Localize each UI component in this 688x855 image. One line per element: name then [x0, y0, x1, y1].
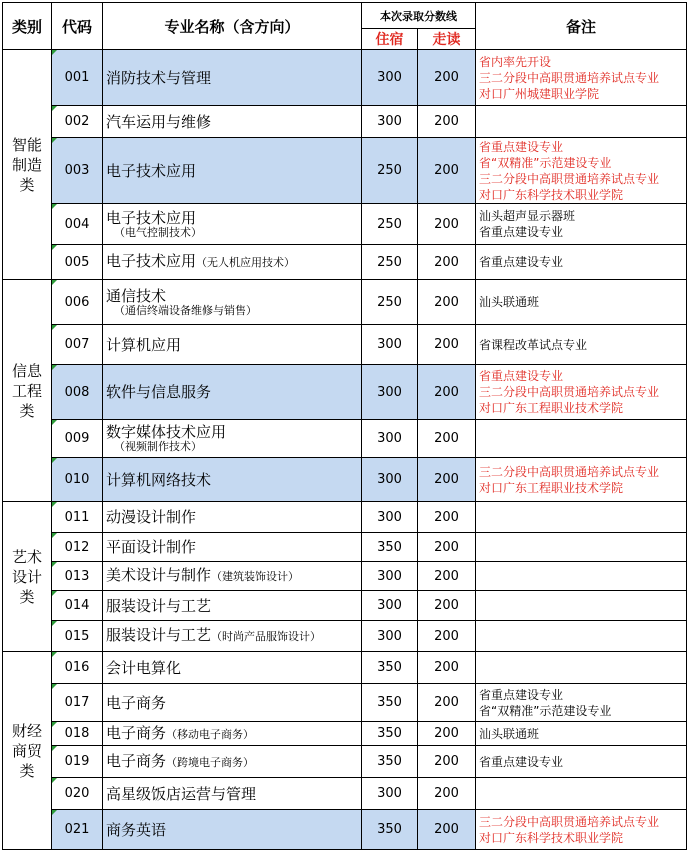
- category-label-line: 财经: [11, 721, 42, 740]
- category-label-line: 设计: [11, 567, 42, 586]
- major-name-cell: [103, 746, 362, 778]
- boarding-score-cell: 350: [362, 746, 418, 778]
- table-row: [3, 50, 687, 106]
- category-cell: [3, 50, 52, 280]
- day-score-cell: 200: [418, 280, 476, 325]
- header-remarks: 备注: [476, 3, 687, 50]
- boarding-score-cell: 300: [362, 562, 418, 591]
- table-row: [3, 106, 687, 138]
- major-name: 电子技术应用: [106, 252, 197, 270]
- boarding-score-cell: 300: [362, 778, 418, 810]
- remarks-cell: [476, 591, 687, 621]
- remark-line: 汕头联通班: [479, 295, 540, 309]
- boarding-score-cell: 300: [362, 621, 418, 652]
- boarding-score-cell: 300: [362, 420, 418, 458]
- major-name: 数字媒体技术应用: [106, 423, 227, 441]
- day-score-cell: 200: [418, 810, 476, 850]
- remark-line: 对口广州城建职业学院: [479, 86, 600, 101]
- code-cell: 011: [52, 502, 103, 533]
- category-label-line: 制造: [11, 155, 42, 174]
- header-day: 走读: [418, 29, 476, 50]
- table-row: [3, 684, 687, 722]
- remarks-cell: [476, 204, 687, 245]
- major-name: 软件与信息服务: [106, 383, 212, 401]
- major-name-cell: [103, 245, 362, 280]
- category-label-line: 智能: [11, 135, 42, 154]
- remark-line: 省“双精准”示范建设专业: [479, 703, 612, 718]
- boarding-score-cell: 250: [362, 204, 418, 245]
- major-name: 平面设计制作: [106, 538, 197, 556]
- remark-line: 省内率先开设: [479, 54, 552, 69]
- day-score-cell: 200: [418, 621, 476, 652]
- major-name-cell: [103, 533, 362, 562]
- table-row: [3, 280, 687, 325]
- major-name-cell: [103, 621, 362, 652]
- category-label-line: 类: [19, 401, 35, 420]
- day-score-cell: 200: [418, 684, 476, 722]
- category-cell: [3, 502, 52, 652]
- remark-line: 三二分段中高职贯通培养试点专业: [479, 814, 660, 829]
- major-name-cell: [103, 365, 362, 420]
- major-name: 计算机网络技术: [106, 470, 212, 489]
- remark-line: 汕头超声显示器班: [479, 209, 576, 223]
- major-name-cell: [103, 684, 362, 722]
- remark-line: 省重点建设专业: [479, 754, 564, 769]
- category-label-line: 信息: [11, 361, 42, 380]
- major-name: 会计电算化: [106, 658, 182, 677]
- code-cell: 007: [52, 325, 103, 365]
- table-row: [3, 325, 687, 365]
- major-name: 动漫设计制作: [106, 508, 197, 526]
- remark-line: 汕头联通班: [479, 726, 540, 741]
- category-cell: [3, 280, 52, 502]
- major-direction: （时尚产品服饰设计）: [211, 630, 322, 643]
- boarding-score-cell: 250: [362, 138, 418, 204]
- day-score-cell: 200: [418, 746, 476, 778]
- table-row: [3, 722, 687, 746]
- table-row: [3, 591, 687, 621]
- major-name-cell: [103, 810, 362, 850]
- day-score-cell: 200: [418, 204, 476, 245]
- code-cell: 001: [52, 50, 103, 106]
- header-score-group: 本次录取分数线: [362, 3, 476, 29]
- category-label-line: 类: [19, 587, 35, 606]
- major-name-cell: [103, 562, 362, 591]
- remarks-cell: [476, 106, 687, 138]
- boarding-score-cell: 300: [362, 106, 418, 138]
- major-name-cell: [103, 420, 362, 458]
- day-score-cell: 200: [418, 778, 476, 810]
- table-row: [3, 778, 687, 810]
- major-name: 电子技术应用: [106, 208, 197, 227]
- day-score-cell: 200: [418, 50, 476, 106]
- table-row: [3, 502, 687, 533]
- major-name-cell: [103, 778, 362, 810]
- day-score-cell: 200: [418, 245, 476, 280]
- remark-line: 三二分段中高职贯通培养试点专业: [479, 70, 660, 85]
- boarding-score-cell: 250: [362, 280, 418, 325]
- code-cell: 006: [52, 280, 103, 325]
- code-cell: 019: [52, 746, 103, 778]
- boarding-score-cell: 350: [362, 684, 418, 722]
- day-score-cell: 200: [418, 420, 476, 458]
- major-name-cell: [103, 204, 362, 245]
- table-row: [3, 533, 687, 562]
- day-score-cell: 200: [418, 591, 476, 621]
- major-name-cell: [103, 722, 362, 746]
- code-cell: 015: [52, 621, 103, 652]
- remarks-cell: [476, 746, 687, 778]
- code-cell: 016: [52, 652, 103, 684]
- day-score-cell: 200: [418, 106, 476, 138]
- remark-line: 三二分段中高职贯通培养试点专业: [479, 385, 660, 399]
- major-name: 服装设计与工艺: [106, 626, 212, 644]
- major-name-cell: [103, 50, 362, 106]
- major-direction: （无人机应用技术）: [196, 256, 296, 269]
- remark-line: 对口广东科学技术职业学院: [479, 830, 624, 845]
- major-direction: （视频制作技术）: [114, 440, 202, 453]
- day-score-cell: 200: [418, 562, 476, 591]
- major-name-cell: [103, 458, 362, 502]
- major-name: 商务英语: [106, 820, 167, 839]
- table-row: [3, 204, 687, 245]
- boarding-score-cell: 300: [362, 325, 418, 365]
- boarding-score-cell: 300: [362, 591, 418, 621]
- remarks-cell: [476, 280, 687, 325]
- major-name: 电子商务: [106, 693, 167, 712]
- remarks-cell: [476, 502, 687, 533]
- boarding-score-cell: 350: [362, 722, 418, 746]
- code-cell: 005: [52, 245, 103, 280]
- major-name-cell: [103, 280, 362, 325]
- table-body: [3, 50, 687, 850]
- remark-line: 三二分段中高职贯通培养试点专业: [479, 171, 660, 186]
- code-cell: 004: [52, 204, 103, 245]
- major-name-cell: [103, 325, 362, 365]
- major-name-cell: [103, 652, 362, 684]
- remarks-cell: [476, 420, 687, 458]
- boarding-score-cell: 300: [362, 502, 418, 533]
- header-category: 类别: [3, 3, 52, 50]
- major-name-cell: [103, 502, 362, 533]
- boarding-score-cell: 250: [362, 245, 418, 280]
- remarks-cell: [476, 652, 687, 684]
- remark-line: 省“双精准”示范建设专业: [479, 155, 612, 170]
- remarks-cell: [476, 245, 687, 280]
- category-label-line: 类: [19, 175, 35, 194]
- table-row: [3, 420, 687, 458]
- table-row: [3, 245, 687, 280]
- remark-line: 对口广东科学技术职业学院: [479, 187, 624, 202]
- category-label-line: 类: [19, 761, 35, 780]
- remark-line: 省重点建设专业: [479, 139, 564, 154]
- boarding-score-cell: 300: [362, 50, 418, 106]
- remarks-cell: [476, 722, 687, 746]
- major-direction: （建筑装饰设计）: [211, 570, 300, 583]
- major-name: 美术设计与制作: [106, 566, 212, 584]
- table-row: [3, 365, 687, 420]
- table-row: [3, 810, 687, 850]
- major-name-cell: [103, 591, 362, 621]
- category-label-line: 商贸: [11, 741, 42, 760]
- major-name: 通信技术: [106, 286, 167, 305]
- code-cell: 017: [52, 684, 103, 722]
- code-cell: 012: [52, 533, 103, 562]
- major-name-cell: [103, 138, 362, 204]
- remark-line: 对口广东工程职业技术学院: [479, 401, 624, 415]
- remarks-cell: [476, 533, 687, 562]
- boarding-score-cell: 350: [362, 533, 418, 562]
- remark-line: 三二分段中高职贯通培养试点专业: [479, 464, 660, 479]
- remark-line: 对口广东工程职业技术学院: [479, 480, 624, 495]
- category-cell: [3, 652, 52, 850]
- boarding-score-cell: 350: [362, 652, 418, 684]
- header-boarding: 住宿: [362, 29, 418, 50]
- remark-line: 省重点建设专业: [479, 255, 564, 269]
- header-major: 专业名称（含方向）: [103, 3, 362, 50]
- major-name: 服装设计与工艺: [106, 596, 212, 615]
- code-cell: 018: [52, 722, 103, 746]
- major-name: 电子技术应用: [106, 161, 197, 180]
- admission-table: [2, 2, 687, 850]
- remark-line: 省重点建设专业: [479, 687, 564, 702]
- table-row: [3, 652, 687, 684]
- code-cell: 020: [52, 778, 103, 810]
- code-cell: 021: [52, 810, 103, 850]
- remarks-cell: [476, 138, 687, 204]
- remark-line: 省课程改革试点专业: [479, 337, 588, 352]
- remark-line: 省重点建设专业: [479, 369, 564, 383]
- code-cell: 014: [52, 591, 103, 621]
- major-direction: （电气控制技术）: [114, 225, 202, 239]
- remarks-cell: [476, 778, 687, 810]
- remarks-cell: [476, 50, 687, 106]
- table-row: [3, 138, 687, 204]
- day-score-cell: 200: [418, 652, 476, 684]
- code-cell: 008: [52, 365, 103, 420]
- remarks-cell: [476, 365, 687, 420]
- day-score-cell: 200: [418, 722, 476, 746]
- major-name: 电子商务: [106, 723, 167, 742]
- remark-line: 省重点建设专业: [479, 225, 564, 239]
- boarding-score-cell: 300: [362, 365, 418, 420]
- major-name: 计算机应用: [106, 335, 182, 354]
- table-row: [3, 562, 687, 591]
- table-row: [3, 746, 687, 778]
- day-score-cell: 200: [418, 325, 476, 365]
- day-score-cell: 200: [418, 458, 476, 502]
- boarding-score-cell: 350: [362, 810, 418, 850]
- major-direction: （跨境电子商务）: [166, 755, 255, 769]
- major-name-cell: [103, 106, 362, 138]
- code-cell: 002: [52, 106, 103, 138]
- table-row: [3, 458, 687, 502]
- major-name: 汽车运用与维修: [106, 112, 212, 131]
- major-name: 电子商务: [106, 751, 167, 770]
- day-score-cell: 200: [418, 533, 476, 562]
- remarks-cell: [476, 684, 687, 722]
- remarks-cell: [476, 621, 687, 652]
- remarks-cell: [476, 810, 687, 850]
- remarks-cell: [476, 562, 687, 591]
- header-code: 代码: [52, 3, 103, 50]
- code-cell: 009: [52, 420, 103, 458]
- major-name: 消防技术与管理: [106, 68, 212, 87]
- code-cell: 013: [52, 562, 103, 591]
- category-label-line: 艺术: [11, 547, 42, 566]
- day-score-cell: 200: [418, 365, 476, 420]
- remarks-cell: [476, 458, 687, 502]
- day-score-cell: 200: [418, 138, 476, 204]
- major-direction: （通信终端设备维修与销售）: [114, 303, 257, 317]
- table-row: [3, 621, 687, 652]
- code-cell: 010: [52, 458, 103, 502]
- remarks-cell: [476, 325, 687, 365]
- boarding-score-cell: 300: [362, 458, 418, 502]
- day-score-cell: 200: [418, 502, 476, 533]
- category-label-line: 工程: [11, 381, 42, 400]
- major-direction: （移动电子商务）: [166, 727, 255, 741]
- code-cell: 003: [52, 138, 103, 204]
- major-name: 高星级饭店运营与管理: [106, 784, 257, 803]
